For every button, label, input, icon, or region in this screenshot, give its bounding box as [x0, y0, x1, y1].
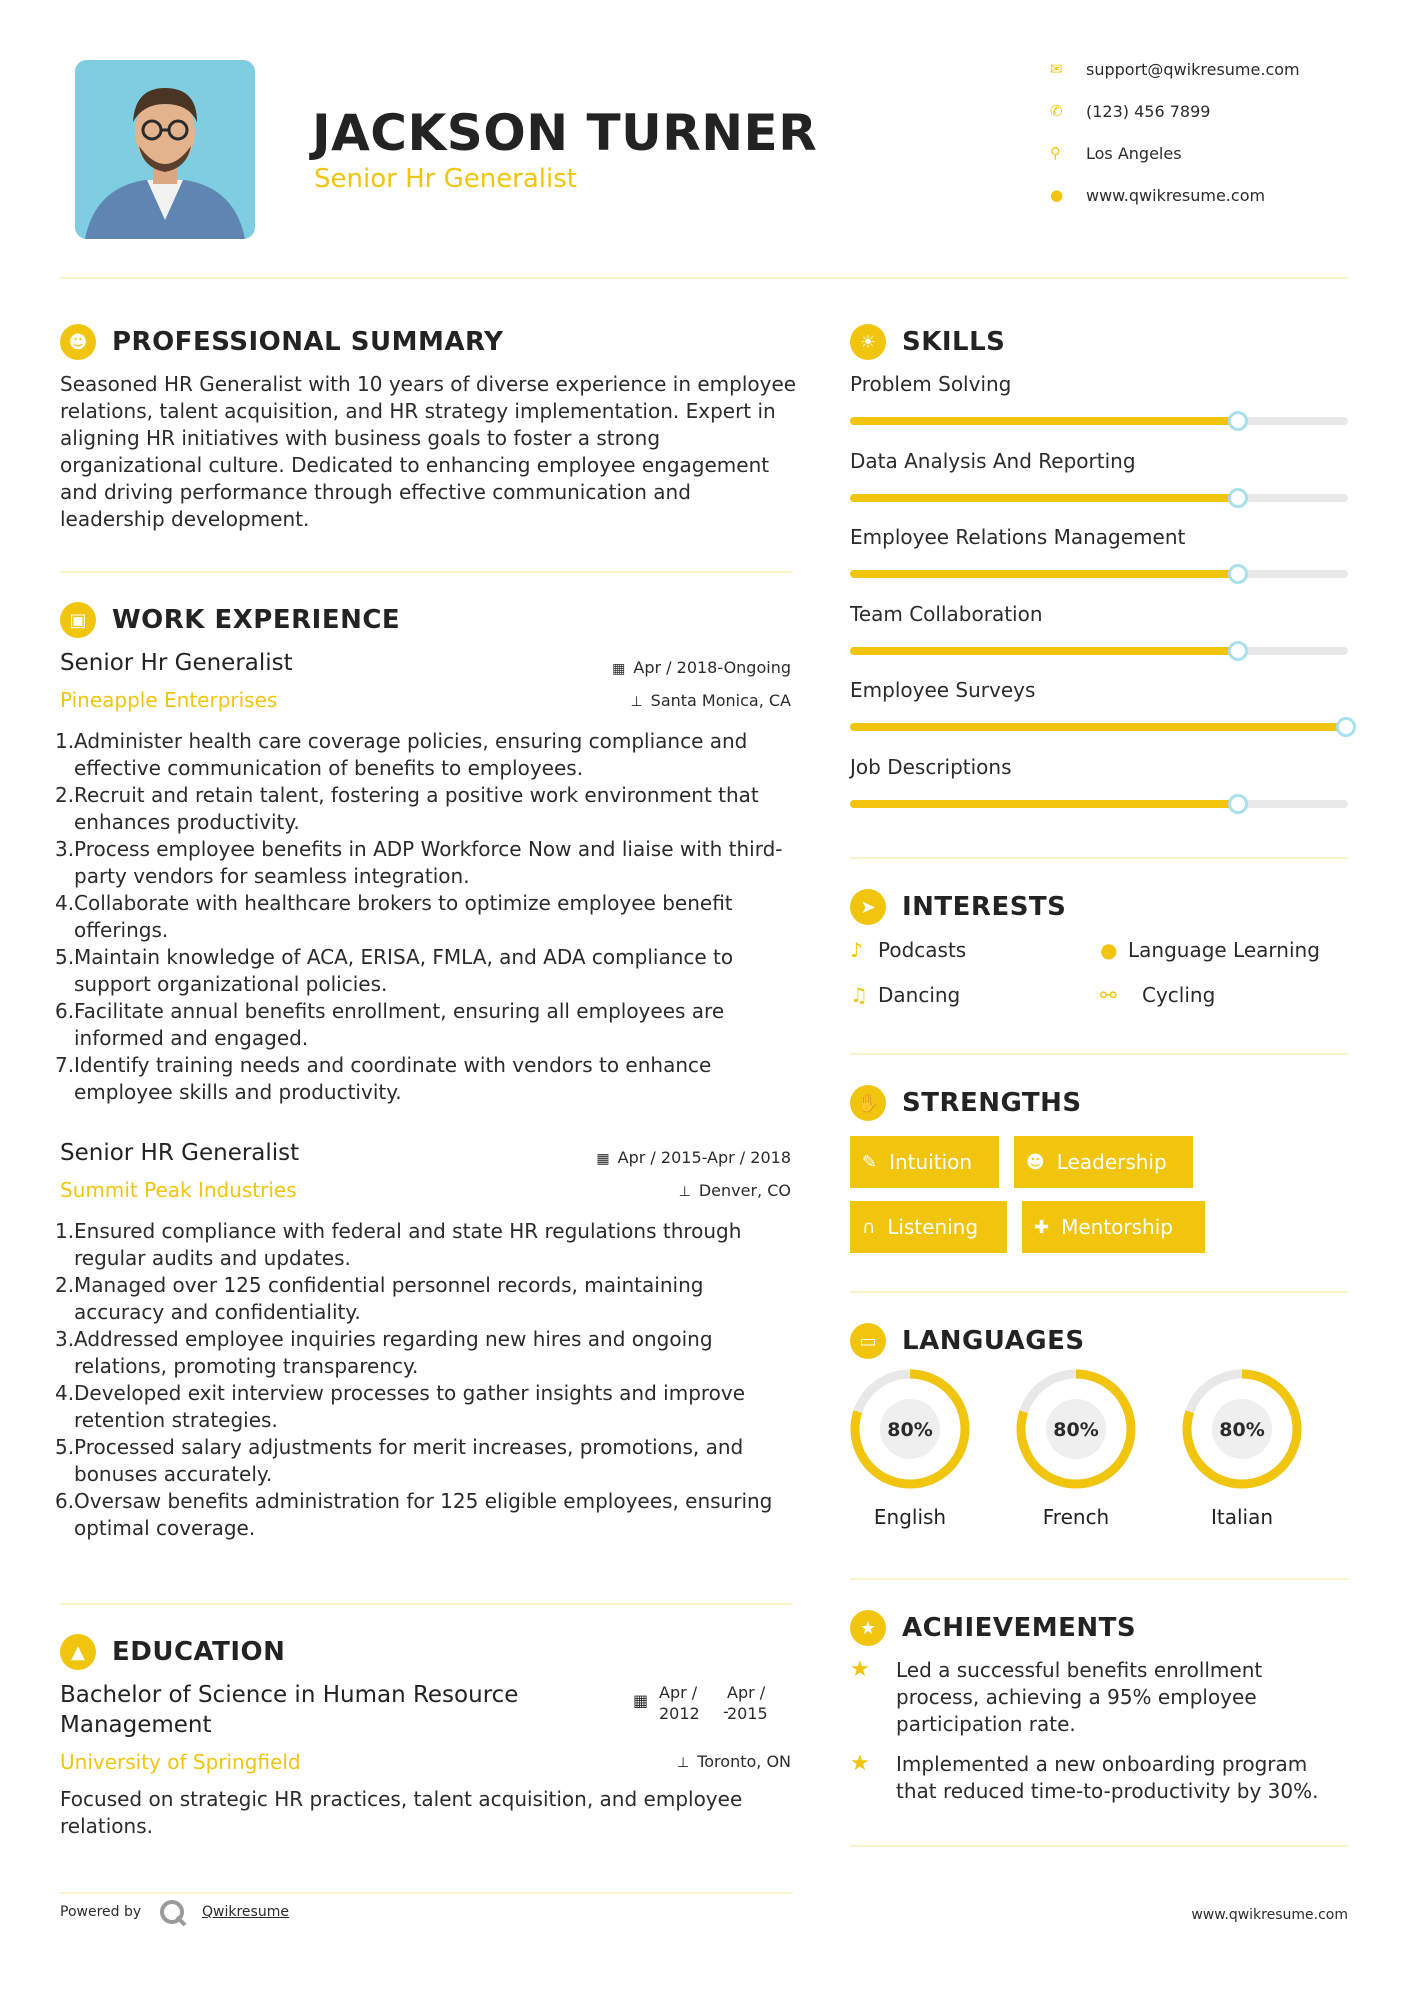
- map-pin-icon: ⚲: [1050, 144, 1061, 162]
- language-percent: 80%: [887, 1419, 933, 1441]
- strength-tag: [1014, 1136, 1193, 1188]
- strength-label: Listening: [887, 1215, 979, 1239]
- achievements-divider: [850, 1845, 1348, 1847]
- skills-divider: [850, 857, 1348, 859]
- language-ring: [1180, 1367, 1304, 1491]
- interests-title: INTERESTS: [902, 892, 1067, 922]
- user-icon: ☻: [60, 324, 96, 360]
- duty-item: 1. Administer health care coverage policies, ensuring compliance and effective communication of benefits to employees.: [55, 728, 795, 782]
- summary-title: PROFESSIONAL SUMMARY: [112, 327, 504, 357]
- job-company: Summit Peak Industries: [60, 1178, 297, 1202]
- experience-title: WORK EXPERIENCE: [112, 605, 401, 635]
- interest-item: [850, 935, 966, 965]
- education-location: [677, 1752, 791, 1771]
- hand-icon: ✋: [850, 1085, 886, 1121]
- education-start-year: 2012: [659, 1704, 700, 1723]
- achievements-heading: [850, 1608, 1136, 1648]
- duty-item: 3. Addressed employee inquiries regarding new hires and ongoing relations, promoting transparency.: [55, 1326, 795, 1380]
- degree-line-1: Bachelor of Science in Human Resource: [60, 1682, 519, 1708]
- language-card-icon: ▭: [850, 1323, 886, 1359]
- duty-text: Developed exit interview processes to gather insights and improve retention strategies.: [74, 1381, 746, 1432]
- achievement-text: Led a successful benefits enrollment process, achieving a 95% employee participation rate.: [896, 1658, 1263, 1736]
- interest-label: Podcasts: [878, 938, 967, 962]
- skills-heading: [850, 322, 1005, 362]
- magic-wand-icon: ✎: [862, 1151, 878, 1173]
- duty-item: 4. Collaborate with healthcare brokers to optimize employee benefit offerings.: [55, 890, 795, 944]
- duty-text: Processed salary adjustments for merit increases, promotions, and bonuses accurately.: [74, 1435, 744, 1486]
- briefcase-icon: ▣: [60, 602, 96, 638]
- pushpin-icon: ⊥: [677, 1755, 690, 1771]
- duty-item: 6. Oversaw benefits administration for 125 eligible employees, ensuring optimal coverage.: [55, 1488, 795, 1542]
- contact-location-text: Los Angeles: [1086, 143, 1182, 163]
- language-item: [1180, 1367, 1304, 1537]
- duty-text: Administer health care coverage policies, ensuring compliance and effective communication of benefits to employees.: [74, 729, 748, 780]
- job-title: Senior HR Generalist: [60, 1140, 300, 1166]
- calendar-icon: ▦: [596, 1151, 610, 1167]
- skill-row: [850, 372, 1348, 432]
- achievements-title: ACHIEVEMENTS: [902, 1613, 1137, 1643]
- globe-icon: ●: [1100, 938, 1118, 962]
- education-location-text: Toronto, ON: [697, 1752, 791, 1771]
- star-icon: ★: [850, 1751, 870, 1776]
- skill-row: [850, 449, 1348, 509]
- graduation-cap-icon: ▲: [60, 1634, 96, 1670]
- footer-divider: [60, 1892, 793, 1894]
- calendar-icon: ▦: [612, 661, 626, 677]
- qwikresume-link[interactable]: Qwikresume: [202, 1904, 289, 1920]
- star-icon: ★: [850, 1657, 870, 1682]
- profile-photo: [75, 60, 255, 239]
- achievement-text: Implemented a new onboarding program that reduced time-to-productivity by 30%.: [896, 1752, 1319, 1803]
- duty-text: Process employee benefits in ADP Workforce Now and liaise with third-party vendors for seamless integration.: [74, 837, 783, 888]
- candidate-name: JACKSON TURNER: [312, 104, 818, 162]
- strength-label: Leadership: [1056, 1150, 1167, 1174]
- skill-label: Employee Surveys: [850, 678, 1036, 702]
- users-icon: ☻: [1026, 1151, 1045, 1173]
- duty-text: Managed over 125 confidential personnel records, maintaining accuracy and confidentiality.: [74, 1273, 704, 1324]
- language-percent: 80%: [1053, 1419, 1099, 1441]
- education-school: University of Springfield: [60, 1750, 301, 1774]
- skills-title: SKILLS: [902, 327, 1006, 357]
- education-date-dash: -: [723, 1702, 729, 1721]
- skill-bar-track: [850, 494, 1348, 502]
- skill-bar-fill: [850, 800, 1238, 808]
- duty-item: 6. Facilitate annual benefits enrollment, ensuring all employees are informed and engaged.: [55, 998, 795, 1052]
- interests-heading: [850, 887, 1066, 927]
- skill-bar-fill: [850, 494, 1238, 502]
- candidate-title: Senior Hr Generalist: [314, 164, 577, 194]
- language-percent: 80%: [1219, 1419, 1265, 1441]
- language-item: [848, 1367, 972, 1537]
- skill-bar-knob: [1336, 717, 1356, 737]
- duty-text: Oversaw benefits administration for 125 eligible employees, ensuring optimal coverage.: [74, 1489, 773, 1540]
- skill-label: Data Analysis And Reporting: [850, 448, 1136, 473]
- degree-line-2: Management: [60, 1712, 212, 1738]
- duty-item: 2. Managed over 125 confidential personnel records, maintaining accuracy and confidentiality.: [55, 1272, 795, 1326]
- strength-label: Intuition: [889, 1150, 973, 1174]
- header-divider: [60, 277, 1348, 279]
- skill-bar-fill: [850, 570, 1238, 578]
- phone-icon: ✆: [1050, 102, 1063, 120]
- skill-label: Employee Relations Management: [850, 525, 1186, 549]
- job-date: [612, 658, 791, 677]
- pushpin-icon: ⊥: [630, 694, 643, 710]
- footer-website[interactable]: www.qwikresume.com: [1191, 1907, 1348, 1923]
- education-description: Focused on strategic HR practices, talent acquisition, and employee relations.: [60, 1787, 743, 1838]
- summary-text: Seasoned HR Generalist with 10 years of diverse experience in employee relations, talent acquisition, and HR strategy implementation. Expert in aligning HR initiatives with business goals to foster a strong organizational culture. Dedicated to enhancing employee engagement and driving performance through effective communication and leadership development.: [60, 372, 797, 531]
- job-duties: [55, 728, 795, 1106]
- language-label: English: [873, 1505, 947, 1529]
- education-start-month: Apr /: [659, 1683, 698, 1702]
- languages-divider: [850, 1578, 1348, 1580]
- skill-label: Team Collaboration: [850, 601, 1043, 626]
- headphones-icon: ∩: [862, 1216, 876, 1238]
- skill-bar-knob: [1228, 411, 1248, 431]
- languages-list: [848, 1367, 1348, 1537]
- contact-email[interactable]: [1050, 57, 1350, 81]
- calendar-icon: ▦: [633, 1691, 649, 1710]
- duty-item: 3. Process employee benefits in ADP Workforce Now and liaise with third-party vendors for seamless integration.: [55, 836, 795, 890]
- interest-label: Language Learning: [1128, 938, 1320, 962]
- summary-divider: [60, 571, 793, 573]
- duty-text: Ensured compliance with federal and state HR regulations through regular audits and updates.: [74, 1219, 742, 1270]
- language-ring: [848, 1367, 972, 1491]
- language-ring: [1014, 1367, 1138, 1491]
- interest-item: [850, 980, 960, 1010]
- qwikresume-logo-icon: [158, 1898, 188, 1932]
- skill-bar-fill: [850, 417, 1238, 425]
- duty-item: 1. Ensured compliance with federal and state HR regulations through regular audits and updates.: [55, 1218, 795, 1272]
- language-label: French: [1042, 1505, 1110, 1529]
- skill-bar-knob: [1228, 641, 1248, 661]
- education-title: EDUCATION: [112, 1637, 286, 1667]
- contact-email-text: support@qwikresume.com: [1086, 59, 1300, 79]
- language-label: Italian: [1210, 1505, 1274, 1529]
- duty-item: 4. Developed exit interview processes to gather insights and improve retention strategies.: [55, 1380, 795, 1434]
- achievement-item: [850, 1751, 1350, 1805]
- job-company: Pineapple Enterprises: [60, 688, 278, 712]
- contact-website[interactable]: [1050, 183, 1350, 207]
- interest-label: Dancing: [878, 983, 961, 1007]
- education-end-month: Apr /: [727, 1683, 766, 1702]
- paper-plane-icon: ➤: [850, 889, 886, 925]
- languages-heading: [850, 1321, 1085, 1361]
- lightbulb-icon: ☀: [850, 324, 886, 360]
- envelope-icon: ✉: [1050, 60, 1063, 78]
- job-location-text: Denver, CO: [698, 1181, 791, 1200]
- duty-item: 5. Processed salary adjustments for merit increases, promotions, and bonuses accurately.: [55, 1434, 795, 1488]
- skill-bar-knob: [1228, 564, 1248, 584]
- experience-divider: [60, 1603, 793, 1605]
- job-title: Senior Hr Generalist: [60, 650, 293, 676]
- duty-text: Identify training needs and coordinate with vendors to enhance employee skills and productivity.: [74, 1053, 712, 1104]
- duty-text: Addressed employee inquiries regarding new hires and ongoing relations, promoting transparency.: [74, 1327, 713, 1378]
- education-end-year: 2015: [727, 1704, 768, 1723]
- powered-by-label: Powered by: [60, 1904, 142, 1920]
- skill-label: Problem Solving: [850, 372, 1012, 396]
- skill-row: [850, 525, 1348, 585]
- languages-title: LANGUAGES: [902, 1326, 1085, 1356]
- contact-phone[interactable]: [1050, 99, 1350, 123]
- job-duties: [55, 1218, 795, 1542]
- pushpin-icon: ⊥: [678, 1184, 691, 1200]
- interest-item: [1100, 980, 1215, 1010]
- skill-bar-fill: [850, 723, 1348, 731]
- strengths-title: STRENGTHS: [902, 1088, 1082, 1118]
- music-note-icon: ♫: [850, 983, 868, 1007]
- job-location: [630, 691, 791, 710]
- skill-bar-track: [850, 723, 1348, 731]
- duty-item: 2. Recruit and retain talent, fostering a positive work environment that enhances productivity.: [55, 782, 795, 836]
- skill-row: [850, 755, 1348, 815]
- duty-item: 5. Maintain knowledge of ACA, ERISA, FMLA, and ADA compliance to support organizational policies.: [55, 944, 795, 998]
- strength-tag: [850, 1201, 1007, 1253]
- user-plus-icon: ✚: [1034, 1216, 1050, 1238]
- strengths-divider: [850, 1291, 1348, 1293]
- skill-label: Job Descriptions: [850, 754, 1012, 779]
- duty-text: Maintain knowledge of ACA, ERISA, FMLA, and ADA compliance to support organizational policies.: [74, 945, 734, 996]
- job-date-text: Apr / 2018-Ongoing: [633, 658, 791, 677]
- job-location-text: Santa Monica, CA: [650, 691, 791, 710]
- job-location: [679, 1181, 791, 1200]
- skill-bar-track: [850, 647, 1348, 655]
- skill-bar-fill: [850, 647, 1238, 655]
- duty-text: Facilitate annual benefits enrollment, ensuring all employees are informed and engaged.: [74, 999, 725, 1050]
- interest-label: Cycling: [1142, 983, 1216, 1007]
- strength-label: Mentorship: [1061, 1215, 1173, 1239]
- skill-bar-knob: [1228, 794, 1248, 814]
- skill-bar-track: [850, 800, 1348, 808]
- job-date: [596, 1148, 791, 1167]
- skill-bar-knob: [1228, 488, 1248, 508]
- bicycle-icon: ⚯: [1100, 983, 1117, 1007]
- duty-text: Collaborate with healthcare brokers to optimize employee benefit offerings.: [74, 891, 733, 942]
- achievement-item: [850, 1657, 1350, 1738]
- duty-text: Recruit and retain talent, fostering a positive work environment that enhances productivity.: [74, 783, 759, 834]
- skill-row: [850, 678, 1348, 738]
- language-item: [1014, 1367, 1138, 1537]
- globe-icon: ●: [1050, 186, 1064, 204]
- job-date-text: Apr / 2015-Apr / 2018: [617, 1148, 791, 1167]
- contact-website-text: www.qwikresume.com: [1086, 185, 1266, 205]
- experience-heading: [60, 600, 400, 640]
- summary-heading: [60, 322, 503, 362]
- education-heading: [60, 1632, 285, 1672]
- interest-item: [1100, 935, 1320, 965]
- duty-item: 7. Identify training needs and coordinate with vendors to enhance employee skills and productivity.: [55, 1052, 795, 1106]
- star-badge-icon: ★: [850, 1610, 886, 1646]
- strengths-heading: [850, 1083, 1082, 1123]
- skill-bar-track: [850, 570, 1348, 578]
- contact-phone-text: (123) 456 7899: [1086, 101, 1211, 121]
- strength-tag: [850, 1136, 999, 1188]
- skill-row: [850, 602, 1348, 662]
- strength-tag: [1022, 1201, 1205, 1253]
- interests-divider: [850, 1053, 1348, 1055]
- contact-location: [1050, 141, 1350, 165]
- microphone-icon: ♪: [850, 938, 863, 962]
- skill-bar-track: [850, 417, 1348, 425]
